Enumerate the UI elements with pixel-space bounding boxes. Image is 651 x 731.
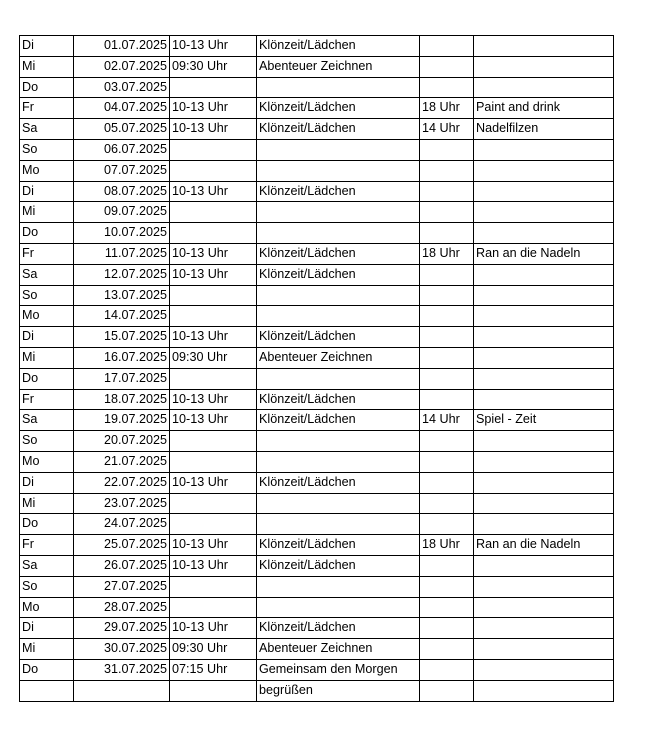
- event-cell: Klönzeit/Lädchen: [257, 472, 420, 493]
- evening-time-cell: [420, 56, 474, 77]
- evening-event-cell: [474, 514, 614, 535]
- evening-time-cell: [420, 347, 474, 368]
- date-cell: 04.07.2025: [74, 98, 170, 119]
- evening-event-cell: [474, 347, 614, 368]
- time-cell: 10-13 Uhr: [170, 389, 257, 410]
- table-row: [20, 243, 614, 264]
- table-row: [20, 139, 614, 160]
- event-cell: [257, 431, 420, 452]
- evening-event-cell: Paint and drink: [474, 98, 614, 119]
- time-cell: 10-13 Uhr: [170, 98, 257, 119]
- table-row: [20, 77, 614, 98]
- date-cell: 15.07.2025: [74, 327, 170, 348]
- time-cell: 10-13 Uhr: [170, 119, 257, 140]
- time-cell: [170, 306, 257, 327]
- evening-event-cell: Spiel - Zeit: [474, 410, 614, 431]
- table-row: [20, 202, 614, 223]
- table-row: [20, 181, 614, 202]
- event-cell: Klönzeit/Lädchen: [257, 36, 420, 57]
- date-cell: 21.07.2025: [74, 451, 170, 472]
- event-cell: [257, 202, 420, 223]
- event-cell: [257, 451, 420, 472]
- table-row: [20, 223, 614, 244]
- evening-time-cell: [420, 264, 474, 285]
- weekday-cell: Mi: [20, 56, 74, 77]
- evening-event-cell: [474, 680, 614, 701]
- date-cell: 03.07.2025: [74, 77, 170, 98]
- evening-event-cell: [474, 368, 614, 389]
- event-cell: Abenteuer Zeichnen: [257, 639, 420, 660]
- schedule-body: [20, 36, 614, 702]
- time-cell: 09:30 Uhr: [170, 347, 257, 368]
- evening-time-cell: [420, 597, 474, 618]
- date-cell: 26.07.2025: [74, 555, 170, 576]
- weekday-cell: Mi: [20, 202, 74, 223]
- weekday-cell: Sa: [20, 555, 74, 576]
- weekday-cell: Do: [20, 223, 74, 244]
- date-cell: 22.07.2025: [74, 472, 170, 493]
- event-cell: [257, 77, 420, 98]
- evening-event-cell: [474, 659, 614, 680]
- time-cell: [170, 680, 257, 701]
- time-cell: [170, 77, 257, 98]
- event-cell: Gemeinsam den Morgen: [257, 659, 420, 680]
- event-cell: [257, 139, 420, 160]
- weekday-cell: Mo: [20, 451, 74, 472]
- evening-event-cell: [474, 56, 614, 77]
- evening-time-cell: [420, 618, 474, 639]
- weekday-cell: Fr: [20, 535, 74, 556]
- event-cell: Klönzeit/Lädchen: [257, 535, 420, 556]
- event-cell: [257, 597, 420, 618]
- event-cell: Abenteuer Zeichnen: [257, 347, 420, 368]
- date-cell: 06.07.2025: [74, 139, 170, 160]
- weekday-cell: Mi: [20, 347, 74, 368]
- table-row: [20, 56, 614, 77]
- time-cell: 10-13 Uhr: [170, 264, 257, 285]
- evening-event-cell: [474, 202, 614, 223]
- time-cell: 10-13 Uhr: [170, 327, 257, 348]
- date-cell: 08.07.2025: [74, 181, 170, 202]
- date-cell: 24.07.2025: [74, 514, 170, 535]
- date-cell: 30.07.2025: [74, 639, 170, 660]
- time-cell: 09:30 Uhr: [170, 639, 257, 660]
- date-cell: 17.07.2025: [74, 368, 170, 389]
- evening-event-cell: [474, 306, 614, 327]
- evening-event-cell: [474, 139, 614, 160]
- weekday-cell: So: [20, 431, 74, 452]
- date-cell: 27.07.2025: [74, 576, 170, 597]
- table-row: [20, 472, 614, 493]
- event-cell: [257, 493, 420, 514]
- weekday-cell: Sa: [20, 119, 74, 140]
- evening-time-cell: [420, 493, 474, 514]
- time-cell: [170, 597, 257, 618]
- evening-time-cell: [420, 451, 474, 472]
- evening-event-cell: [474, 576, 614, 597]
- weekday-cell: So: [20, 576, 74, 597]
- evening-time-cell: [420, 160, 474, 181]
- weekday-cell: Fr: [20, 98, 74, 119]
- evening-time-cell: [420, 36, 474, 57]
- evening-time-cell: 14 Uhr: [420, 119, 474, 140]
- event-cell: [257, 576, 420, 597]
- evening-event-cell: Ran an die Nadeln: [474, 243, 614, 264]
- weekday-cell: Sa: [20, 410, 74, 431]
- event-cell: Klönzeit/Lädchen: [257, 555, 420, 576]
- evening-time-cell: [420, 223, 474, 244]
- table-row: [20, 119, 614, 140]
- weekday-cell: Di: [20, 327, 74, 348]
- time-cell: [170, 223, 257, 244]
- table-row: [20, 368, 614, 389]
- time-cell: 10-13 Uhr: [170, 555, 257, 576]
- table-row: [20, 597, 614, 618]
- weekday-cell: Di: [20, 36, 74, 57]
- evening-event-cell: [474, 36, 614, 57]
- evening-time-cell: [420, 555, 474, 576]
- event-cell: Klönzeit/Lädchen: [257, 119, 420, 140]
- time-cell: [170, 514, 257, 535]
- event-cell: begrüßen: [257, 680, 420, 701]
- weekday-cell: Sa: [20, 264, 74, 285]
- evening-time-cell: [420, 576, 474, 597]
- time-cell: 10-13 Uhr: [170, 472, 257, 493]
- table-row: [20, 285, 614, 306]
- event-cell: [257, 160, 420, 181]
- weekday-cell: Do: [20, 659, 74, 680]
- evening-event-cell: [474, 77, 614, 98]
- event-cell: [257, 306, 420, 327]
- event-cell: [257, 514, 420, 535]
- event-cell: Klönzeit/Lädchen: [257, 389, 420, 410]
- time-cell: [170, 368, 257, 389]
- date-cell: 10.07.2025: [74, 223, 170, 244]
- time-cell: [170, 139, 257, 160]
- table-row: [20, 36, 614, 57]
- date-cell: 13.07.2025: [74, 285, 170, 306]
- evening-event-cell: [474, 618, 614, 639]
- date-cell: 11.07.2025: [74, 243, 170, 264]
- date-cell: 01.07.2025: [74, 36, 170, 57]
- time-cell: [170, 431, 257, 452]
- time-cell: 10-13 Uhr: [170, 410, 257, 431]
- date-cell: 14.07.2025: [74, 306, 170, 327]
- evening-event-cell: [474, 181, 614, 202]
- evening-event-cell: [474, 555, 614, 576]
- table-row: [20, 347, 614, 368]
- evening-time-cell: 18 Uhr: [420, 243, 474, 264]
- date-cell: 28.07.2025: [74, 597, 170, 618]
- date-cell: 19.07.2025: [74, 410, 170, 431]
- table-row: [20, 659, 614, 680]
- table-row: [20, 514, 614, 535]
- date-cell: 18.07.2025: [74, 389, 170, 410]
- schedule-table: [19, 35, 614, 702]
- evening-time-cell: [420, 680, 474, 701]
- evening-event-cell: [474, 431, 614, 452]
- time-cell: 09:30 Uhr: [170, 56, 257, 77]
- evening-time-cell: [420, 639, 474, 660]
- date-cell: 23.07.2025: [74, 493, 170, 514]
- event-cell: Klönzeit/Lädchen: [257, 410, 420, 431]
- date-cell: 25.07.2025: [74, 535, 170, 556]
- evening-event-cell: [474, 639, 614, 660]
- evening-event-cell: [474, 285, 614, 306]
- evening-time-cell: [420, 139, 474, 160]
- event-cell: [257, 285, 420, 306]
- evening-time-cell: [420, 659, 474, 680]
- weekday-cell: Mo: [20, 160, 74, 181]
- evening-time-cell: [420, 368, 474, 389]
- table-row: [20, 410, 614, 431]
- event-cell: Klönzeit/Lädchen: [257, 327, 420, 348]
- table-row: [20, 680, 614, 701]
- date-cell: 09.07.2025: [74, 202, 170, 223]
- weekday-cell: So: [20, 285, 74, 306]
- table-row: [20, 264, 614, 285]
- evening-time-cell: [420, 389, 474, 410]
- date-cell: 12.07.2025: [74, 264, 170, 285]
- evening-time-cell: [420, 472, 474, 493]
- evening-time-cell: [420, 202, 474, 223]
- date-cell: 20.07.2025: [74, 431, 170, 452]
- weekday-cell: Mi: [20, 493, 74, 514]
- evening-event-cell: [474, 327, 614, 348]
- evening-time-cell: [420, 285, 474, 306]
- evening-event-cell: [474, 472, 614, 493]
- evening-time-cell: [420, 327, 474, 348]
- table-row: [20, 618, 614, 639]
- table-row: [20, 555, 614, 576]
- time-cell: [170, 160, 257, 181]
- evening-event-cell: [474, 597, 614, 618]
- table-row: [20, 576, 614, 597]
- evening-time-cell: [420, 514, 474, 535]
- table-row: [20, 451, 614, 472]
- time-cell: 07:15 Uhr: [170, 659, 257, 680]
- time-cell: [170, 285, 257, 306]
- evening-event-cell: Ran an die Nadeln: [474, 535, 614, 556]
- event-cell: Klönzeit/Lädchen: [257, 243, 420, 264]
- table-row: [20, 160, 614, 181]
- weekday-cell: Di: [20, 618, 74, 639]
- time-cell: 10-13 Uhr: [170, 36, 257, 57]
- evening-time-cell: [420, 77, 474, 98]
- time-cell: 10-13 Uhr: [170, 181, 257, 202]
- evening-event-cell: [474, 451, 614, 472]
- event-cell: Klönzeit/Lädchen: [257, 618, 420, 639]
- time-cell: [170, 202, 257, 223]
- evening-time-cell: 18 Uhr: [420, 535, 474, 556]
- weekday-cell: Di: [20, 472, 74, 493]
- date-cell: 29.07.2025: [74, 618, 170, 639]
- evening-time-cell: [420, 181, 474, 202]
- time-cell: 10-13 Uhr: [170, 618, 257, 639]
- weekday-cell: Fr: [20, 243, 74, 264]
- time-cell: 10-13 Uhr: [170, 243, 257, 264]
- weekday-cell: Mo: [20, 306, 74, 327]
- evening-event-cell: [474, 493, 614, 514]
- evening-event-cell: [474, 223, 614, 244]
- table-row: [20, 389, 614, 410]
- table-row: [20, 493, 614, 514]
- date-cell: 31.07.2025: [74, 659, 170, 680]
- weekday-cell: So: [20, 139, 74, 160]
- event-cell: Abenteuer Zeichnen: [257, 56, 420, 77]
- event-cell: Klönzeit/Lädchen: [257, 98, 420, 119]
- evening-time-cell: 18 Uhr: [420, 98, 474, 119]
- event-cell: Klönzeit/Lädchen: [257, 181, 420, 202]
- table-row: [20, 327, 614, 348]
- date-cell: 05.07.2025: [74, 119, 170, 140]
- date-cell: 16.07.2025: [74, 347, 170, 368]
- evening-event-cell: [474, 160, 614, 181]
- table-row: [20, 98, 614, 119]
- evening-time-cell: [420, 431, 474, 452]
- weekday-cell: Di: [20, 181, 74, 202]
- table-row: [20, 431, 614, 452]
- table-row: [20, 306, 614, 327]
- event-cell: [257, 368, 420, 389]
- date-cell: 02.07.2025: [74, 56, 170, 77]
- time-cell: [170, 576, 257, 597]
- time-cell: 10-13 Uhr: [170, 535, 257, 556]
- time-cell: [170, 493, 257, 514]
- event-cell: [257, 223, 420, 244]
- date-cell: [74, 680, 170, 701]
- weekday-cell: Fr: [20, 389, 74, 410]
- weekday-cell: Do: [20, 514, 74, 535]
- date-cell: 07.07.2025: [74, 160, 170, 181]
- weekday-cell: Mo: [20, 597, 74, 618]
- event-cell: Klönzeit/Lädchen: [257, 264, 420, 285]
- weekday-cell: [20, 680, 74, 701]
- evening-event-cell: Nadelfilzen: [474, 119, 614, 140]
- weekday-cell: Do: [20, 368, 74, 389]
- evening-time-cell: [420, 306, 474, 327]
- table-row: [20, 535, 614, 556]
- weekday-cell: Mi: [20, 639, 74, 660]
- evening-event-cell: [474, 389, 614, 410]
- table-row: [20, 639, 614, 660]
- time-cell: [170, 451, 257, 472]
- weekday-cell: Do: [20, 77, 74, 98]
- evening-time-cell: 14 Uhr: [420, 410, 474, 431]
- evening-event-cell: [474, 264, 614, 285]
